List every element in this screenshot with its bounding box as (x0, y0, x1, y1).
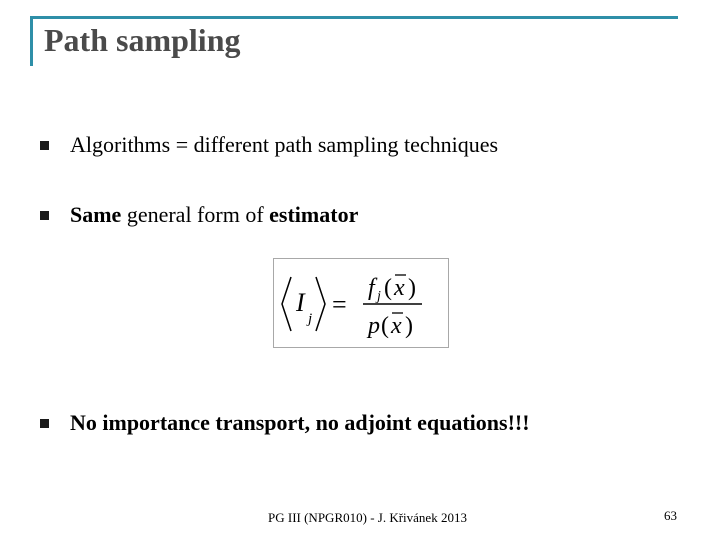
bullet-marker-2 (40, 211, 49, 220)
bullet-marker-3 (40, 419, 49, 428)
formula-sub-j: j (308, 311, 313, 327)
formula-num-x: x (394, 275, 405, 301)
bullet-2-segment-2: general form of (121, 202, 270, 227)
bullet-2-segment-1: Same (70, 202, 122, 227)
title-accent-vertical (30, 16, 33, 66)
formula-num-rparen: ) (408, 275, 416, 301)
bullet-3-segment-1: No importance transport, no adjoint equations!!! (70, 410, 530, 435)
formula-num-sub-j: j (377, 289, 381, 304)
formula-I: I (296, 288, 305, 317)
title-accent-horizontal (30, 16, 678, 19)
bullet-2-segment-3: estimator (269, 202, 359, 227)
slide-title: Path sampling (44, 22, 241, 58)
left-angle-bracket (282, 277, 291, 331)
formula-equals: = (332, 290, 347, 319)
formula-den-x: x (391, 313, 402, 339)
formula-num-f: f (368, 275, 375, 301)
formula-den-p: p (368, 313, 380, 339)
right-angle-bracket (316, 277, 325, 331)
formula-den-rparen: ) (405, 313, 413, 339)
formula-num-lparen: ( (384, 275, 392, 301)
bullet-1-segment-1: Algorithms = different path sampling techniques (70, 132, 499, 157)
bullet-marker-1 (40, 141, 49, 150)
page-number: 63 (664, 508, 677, 523)
formula-graphic (274, 259, 450, 349)
formula-den-lparen: ( (381, 313, 389, 339)
bullet-text-2 (70, 202, 358, 228)
bullet-text-1 (70, 132, 498, 158)
bullet-text-3 (70, 410, 530, 436)
estimator-formula (273, 258, 449, 348)
slide-footer: PG III (NPGR010) - J. Křivánek 2013 (268, 510, 467, 525)
